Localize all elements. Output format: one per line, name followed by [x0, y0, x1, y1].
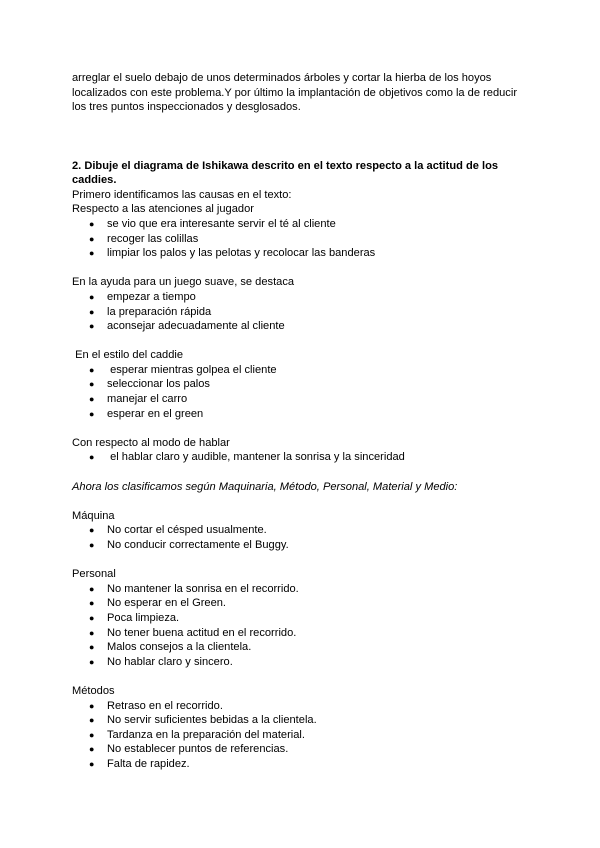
list-item: ● aconsejar adecuadamente al cliente: [89, 320, 285, 333]
bullet-icon: ●: [89, 364, 95, 375]
bullet-icon: ●: [89, 408, 95, 419]
bullet-icon: ●: [89, 583, 95, 594]
list-item: ● recoger las colillas: [89, 232, 199, 245]
list-item: ● No hablar claro y sincero.: [89, 655, 233, 668]
list-item: ● el hablar claro y audible, mantener la sonrisa y la sinceridad: [89, 451, 405, 464]
classification-note: Ahora los clasificamos según Maquinaria, Método, Personal, Material y Medio:: [72, 480, 458, 493]
list-item: ● No establecer puntos de referencias.: [89, 743, 289, 756]
list-item: ● Malos consejos a la clientela.: [89, 641, 252, 654]
list-item: ● Retraso en el recorrido.: [89, 699, 223, 712]
cause-list-caddie-style: [72, 363, 542, 421]
bullet-icon: ●: [89, 525, 95, 536]
bullet-icon: ●: [89, 452, 95, 463]
bullet-icon: ●: [89, 291, 95, 302]
bullet-icon: ●: [89, 758, 95, 769]
category-title-personnel: Personal: [72, 568, 116, 581]
bullet-icon: ●: [89, 540, 95, 550]
bullet-icon: ●: [89, 321, 95, 332]
list-item: ● No tener buena actitud en el recorrido.: [89, 626, 297, 639]
bullet-icon: ●: [89, 715, 95, 726]
cause-title-caddie-style: En el estilo del caddie: [72, 349, 184, 362]
list-item: ● la preparación rápida: [89, 305, 212, 318]
list-item: ● se vio que era interesante servir el té al cliente: [89, 217, 336, 230]
bullet-icon: ●: [89, 394, 95, 405]
list-item: ● seleccionar los palos: [89, 378, 210, 391]
bullet-icon: ●: [89, 744, 95, 755]
cause-title-speaking: Con respecto al modo de hablar: [72, 436, 230, 449]
list-item: ● esperar mientras golpea el cliente: [89, 363, 277, 376]
list-item: ● limpiar los palos y las pelotas y recolocar las banderas: [89, 247, 376, 260]
list-item: ● No mantener la sonrisa en el recorrido.: [89, 582, 299, 595]
cause-title-smooth-game: En la ayuda para un juego suave, se destaca: [72, 276, 295, 289]
bullet-icon: ●: [89, 612, 95, 623]
bullet-icon: ●: [89, 233, 95, 244]
bullet-icon: ●: [89, 656, 95, 667]
intro-line-1: arreglar el suelo debajo de unos determinados árboles y cortar la hierba de los hoyos: [72, 72, 492, 84]
list-item: ● Falta de rapidez.: [89, 757, 190, 770]
list-item: ● No cortar el césped usualmente.: [89, 524, 267, 537]
bullet-icon: ●: [89, 248, 95, 259]
category-list-methods: [72, 699, 542, 772]
category-list-machine: [72, 523, 542, 552]
list-item: ● manejar el carro: [89, 393, 188, 406]
bullet-icon: ●: [89, 642, 95, 653]
bullet-icon: ●: [89, 379, 95, 390]
list-item: ● No servir suficientes bebidas a la clientela.: [89, 714, 317, 727]
cause-list-player-attention: [72, 217, 542, 261]
bullet-icon: ●: [89, 729, 95, 740]
question-heading: 2. Dibuje el diagrama de Ishikawa descrito en el texto respecto a la actitud de los caddies.: [72, 159, 499, 187]
intro-line-2: localizados con este problema.Y por último la implantación de objetivos como la de reducir: [72, 86, 518, 99]
category-list-personnel: [72, 582, 542, 670]
list-item: ● No conducir correctamente el Buggy.: [89, 539, 289, 551]
list-item: ● empezar a tiempo: [89, 290, 196, 303]
cause-list-smooth-game: [72, 290, 542, 334]
category-title-machine: Máquina: [72, 509, 115, 522]
cause-title-player-attention: Respecto a las atenciones al jugador: [72, 203, 254, 216]
bullet-icon: ●: [89, 627, 95, 638]
intro-line-3: los tres puntos inspeccionados y desglosados.: [72, 101, 301, 114]
bullet-icon: ●: [89, 306, 95, 317]
lead-text: Primero identificamos las causas en el texto:: [72, 188, 292, 201]
cause-list-speaking: [72, 450, 542, 465]
list-item: ● No esperar en el Green.: [89, 597, 227, 610]
document-page: [72, 71, 542, 772]
category-title-methods: Métodos: [72, 684, 115, 697]
list-item: ● Tardanza en la preparación del material.: [89, 728, 305, 741]
list-item: ● Poca limpieza.: [89, 611, 180, 624]
list-item: ● esperar en el green: [89, 407, 204, 420]
bullet-icon: ●: [89, 598, 95, 609]
bullet-icon: ●: [89, 218, 95, 229]
bullet-icon: ●: [89, 700, 95, 711]
